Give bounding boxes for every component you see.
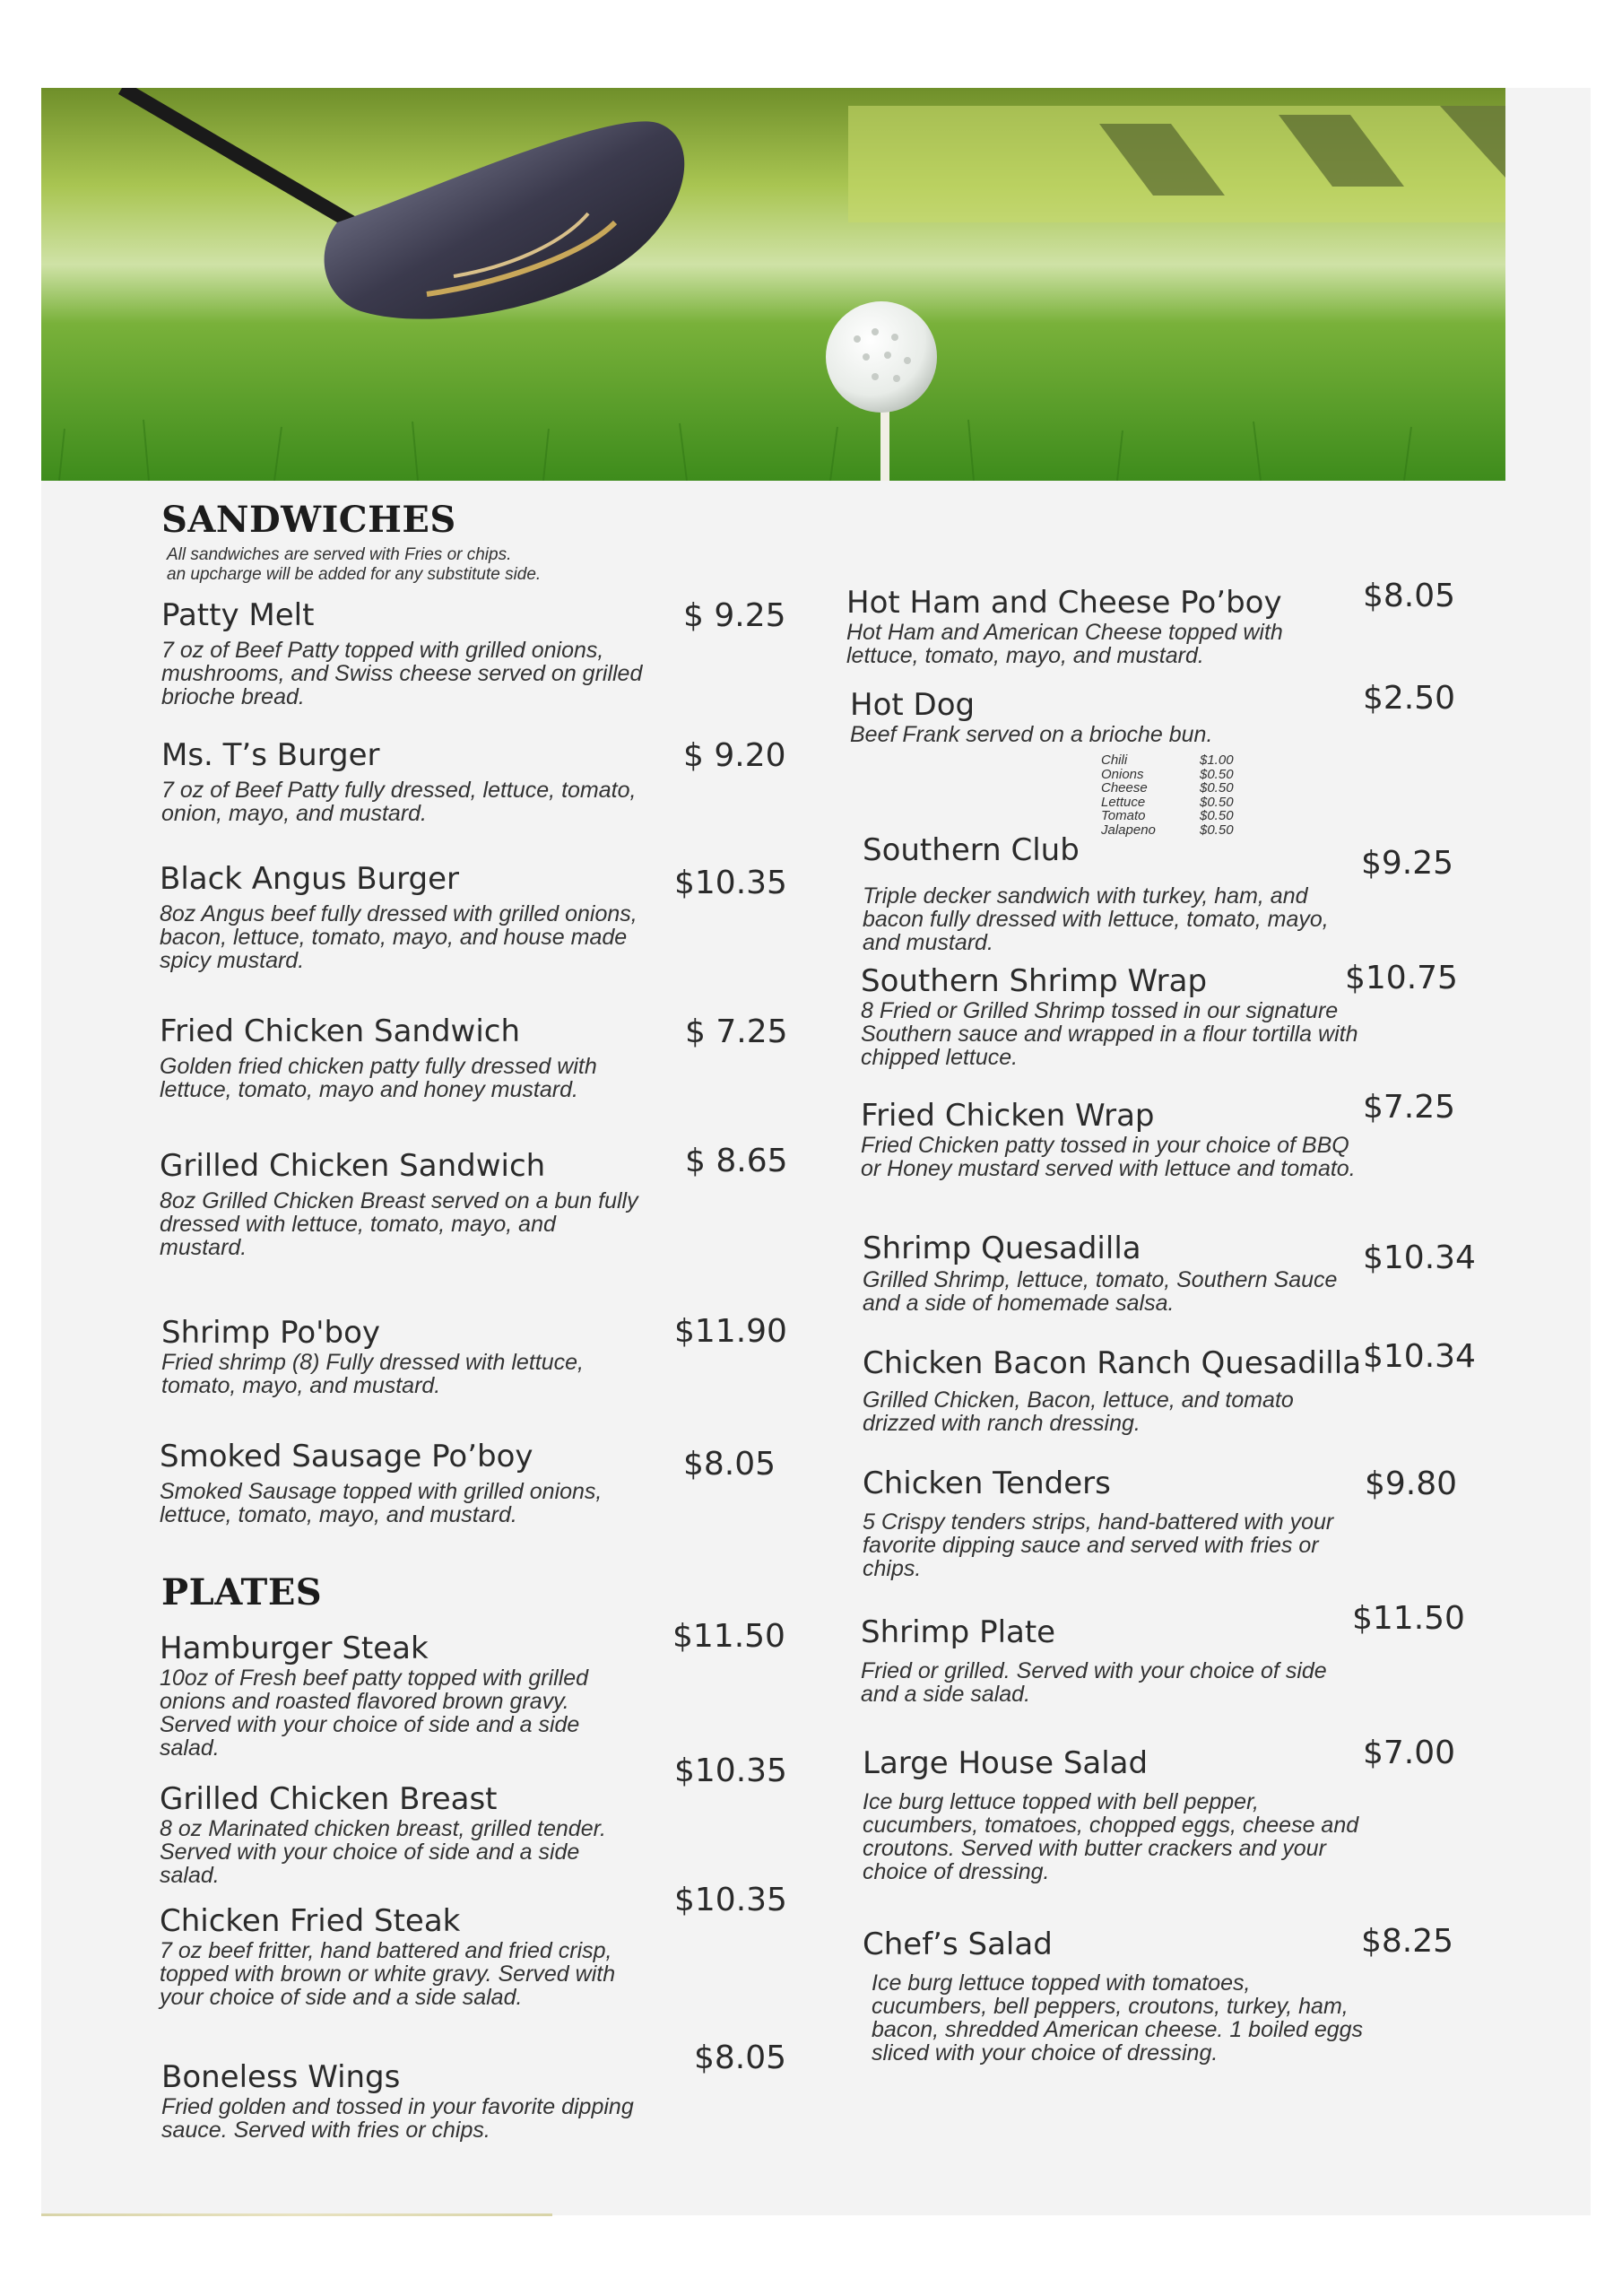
menu-item-shrimp-plate <box>861 1614 1363 1706</box>
menu-item-price: $ 9.20 <box>683 737 786 774</box>
extra-price: $0.50 <box>1200 766 1234 782</box>
golf-banner-illustration <box>41 88 1505 481</box>
extra-row <box>1101 753 1234 768</box>
menu-item-desc: Smoked Sausage topped with grilled onions, lettuce, tomato, mayo, and mustard. <box>160 1479 603 1527</box>
menu-item-price: $8.05 <box>1363 578 1456 614</box>
menu-item-hot-dog <box>850 687 1352 746</box>
menu-item-name: Black Angus Burger <box>160 861 459 897</box>
menu-item-price: $ 9.25 <box>683 597 786 634</box>
menu-item-desc: Ice burg lettuce topped with tomatoes, cucumbers, bell peppers, croutons, turkey, ham, bacon, shredded American cheese. 1 boiled eggs sliced with your choice of dressing. <box>872 1970 1364 2066</box>
menu-item-desc: Fried shrimp (8) Fully dressed with lettuce, tomato, mayo, and mustard. <box>161 1350 584 1398</box>
menu-item-name: Hot Ham and Cheese Po’boy <box>846 585 1282 621</box>
extra-name: Cheese <box>1101 780 1148 796</box>
sandwiches-note-line1: All sandwiches are served with Fries or chips. <box>167 545 512 564</box>
menu-item-name: Grilled Chicken Breast <box>160 1781 498 1817</box>
menu-item-hot-ham-cheese-poboy <box>846 585 1349 667</box>
menu-item-grilled-chicken-breast <box>160 1781 644 1887</box>
extra-name: Onions <box>1101 766 1144 782</box>
menu-item-name: Chicken Bacon Ranch Quesadilla <box>863 1345 1362 1381</box>
sandwiches-note <box>167 545 669 585</box>
menu-item-shrimp-quesadilla <box>863 1231 1365 1315</box>
menu-item-name: Patty Melt <box>161 597 315 633</box>
extra-row <box>1101 796 1234 810</box>
hot-dog-extras <box>1101 753 1234 837</box>
menu-item-price: $8.25 <box>1361 1923 1454 1960</box>
extra-row <box>1101 781 1234 796</box>
menu-item-name: Grilled Chicken Sandwich <box>160 1148 546 1184</box>
menu-item-price: $8.05 <box>694 2039 787 2076</box>
menu-item-name: Shrimp Po'boy <box>161 1315 381 1351</box>
menu-item-chicken-bacon-ranch-quesadilla <box>863 1345 1365 1435</box>
menu-item-desc: Triple decker sandwich with turkey, ham, and bacon fully dressed with lettuce, tomato, mayo, and mustard. <box>863 883 1329 955</box>
menu-item-chicken-tenders <box>863 1465 1365 1580</box>
menu-item-desc: Fried golden and tossed in your favorite dipping sauce. Served with fries or chips. <box>161 2094 634 2143</box>
menu-item-ms-t-burger <box>161 737 646 825</box>
menu-item-desc: 8oz Angus beef fully dressed with grilled onions, bacon, lettuce, tomato, mayo, and house made spicy mustard. <box>160 901 638 973</box>
menu-item-name: Smoked Sausage Po’boy <box>160 1439 533 1474</box>
menu-item-name: Fried Chicken Sandwich <box>160 1013 521 1049</box>
menu-item-hamburger-steak <box>160 1631 644 1760</box>
menu-item-desc: Ice burg lettuce topped with bell pepper, cucumbers, tomatoes, chopped eggs, cheese and croutons. Served with butter crackers and your choice of dressing. <box>863 1789 1359 1884</box>
menu-item-price: $ 8.65 <box>685 1143 788 1179</box>
menu-item-price: $10.75 <box>1345 960 1458 996</box>
menu-item-name: Chicken Fried Steak <box>160 1903 461 1939</box>
golf-banner-image <box>41 88 1505 481</box>
menu-item-desc: 10oz of Fresh beef patty topped with grilled onions and roasted flavored brown gravy. Served with your choice of side and a side salad. <box>160 1665 589 1761</box>
menu-item-name: Hamburger Steak <box>160 1631 429 1666</box>
menu-item-price: $10.34 <box>1363 1239 1476 1276</box>
extra-row <box>1101 768 1234 782</box>
menu-item-fried-chicken-sandwich <box>160 1013 644 1101</box>
extra-name: Chili <box>1101 752 1128 768</box>
menu-item-price: $7.00 <box>1363 1735 1456 1771</box>
menu-item-desc: 7 oz beef fritter, hand battered and fried crisp, topped with brown or white gravy. Served with your choice of side and a side salad. <box>160 1938 616 2010</box>
menu-item-desc: Grilled Shrimp, lettuce, tomato, Southern Sauce and a side of homemade salsa. <box>863 1267 1338 1316</box>
menu-item-desc: Fried or grilled. Served with your choice of side and a side salad. <box>861 1658 1327 1707</box>
menu-item-desc: Fried Chicken patty tossed in your choice of BBQ or Honey mustard served with lettuce and tomato. <box>861 1133 1356 1181</box>
menu-item-price: $11.50 <box>1352 1600 1465 1637</box>
extra-name: Jalapeno <box>1101 822 1156 838</box>
menu-item-smoked-sausage-poboy <box>160 1439 644 1526</box>
menu-item-name: Chicken Tenders <box>863 1465 1111 1501</box>
menu-item-desc: 8 oz Marinated chicken breast, grilled tender. Served with your choice of side and a side salad. <box>160 1816 606 1888</box>
menu-item-large-house-salad <box>863 1745 1365 1883</box>
menu-item-desc: Beef Frank served on a brioche bun. <box>850 722 1213 747</box>
menu-item-name: Hot Dog <box>850 687 976 723</box>
menu-item-price: $8.05 <box>683 1446 776 1483</box>
menu-item-chicken-fried-steak <box>160 1903 644 2009</box>
menu-item-chefs-salad <box>863 1926 1365 2065</box>
plates-title: PLATES <box>161 1571 323 1613</box>
menu-item-price: $10.35 <box>674 1752 787 1789</box>
sandwiches-note-line2: an upcharge will be added for any substitute side. <box>167 565 542 584</box>
menu-item-price: $10.35 <box>674 1882 787 1918</box>
extra-row <box>1101 809 1234 823</box>
sandwiches-title: SANDWICHES <box>161 499 456 541</box>
extra-name: Lettuce <box>1101 794 1146 810</box>
extra-price: $1.00 <box>1200 752 1234 768</box>
menu-item-name: Southern Club <box>863 832 1080 868</box>
menu-item-price: $2.50 <box>1363 680 1456 717</box>
menu-item-desc: 8oz Grilled Chicken Breast served on a bun fully dressed with lettuce, tomato, mayo, and mustard. <box>160 1188 638 1260</box>
menu-item-fried-chicken-wrap <box>861 1098 1363 1180</box>
menu-item-desc: 8 Fried or Grilled Shrimp tossed in our signature Southern sauce and wrapped in a flour tortilla with chipped lettuce. <box>861 998 1358 1070</box>
menu-item-name: Boneless Wings <box>161 2059 401 2095</box>
menu-item-desc: 7 oz of Beef Patty topped with grilled onions, mushrooms, and Swiss cheese served on grilled brioche bread. <box>161 638 643 709</box>
extra-price: $0.50 <box>1200 794 1234 810</box>
menu-item-price: $ 7.25 <box>685 1013 788 1050</box>
extra-price: $0.50 <box>1200 780 1234 796</box>
menu-item-grilled-chicken-sandwich <box>160 1148 644 1259</box>
menu-item-price: $11.50 <box>672 1618 785 1655</box>
bottom-divider <box>41 2213 552 2216</box>
menu-item-price: $9.25 <box>1361 845 1454 882</box>
menu-item-price: $11.90 <box>674 1313 787 1350</box>
menu-item-name: Fried Chicken Wrap <box>861 1098 1155 1134</box>
menu-item-name: Shrimp Plate <box>861 1614 1056 1650</box>
menu-item-desc: Golden fried chicken patty fully dressed with lettuce, tomato, mayo and honey mustard. <box>160 1054 597 1102</box>
menu-item-desc: Grilled Chicken, Bacon, lettuce, and tomato drizzed with ranch dressing. <box>863 1387 1294 1436</box>
menu-item-shrimp-poboy <box>161 1315 646 1397</box>
menu-item-name: Chef’s Salad <box>863 1926 1053 1962</box>
menu-item-desc: 5 Crispy tenders strips, hand-battered with your favorite dipping sauce and served with fries or chips. <box>863 1509 1334 1581</box>
menu-item-desc: Hot Ham and American Cheese topped with lettuce, tomato, mayo, and mustard. <box>846 620 1283 668</box>
menu-item-name: Large House Salad <box>863 1745 1149 1781</box>
menu-item-name: Ms. T’s Burger <box>161 737 380 773</box>
menu-item-name: Southern Shrimp Wrap <box>861 963 1208 999</box>
menu-item-price: $7.25 <box>1363 1089 1456 1126</box>
extra-price: $0.50 <box>1200 808 1234 823</box>
menu-item-name: Shrimp Quesadilla <box>863 1231 1141 1266</box>
menu-item-boneless-wings <box>161 2059 646 2142</box>
menu-item-patty-melt <box>161 597 646 709</box>
menu-item-southern-club <box>863 832 1365 954</box>
menu-item-price: $10.35 <box>674 865 787 901</box>
menu-item-desc: 7 oz of Beef Patty fully dressed, lettuce, tomato, onion, mayo, and mustard. <box>161 778 637 826</box>
extra-name: Tomato <box>1101 808 1146 823</box>
menu-item-southern-shrimp-wrap <box>861 963 1363 1069</box>
menu-item-black-angus-burger <box>160 861 644 972</box>
extra-price: $0.50 <box>1200 822 1234 838</box>
menu-item-price: $9.80 <box>1365 1465 1458 1502</box>
menu-item-price: $10.34 <box>1363 1338 1476 1375</box>
